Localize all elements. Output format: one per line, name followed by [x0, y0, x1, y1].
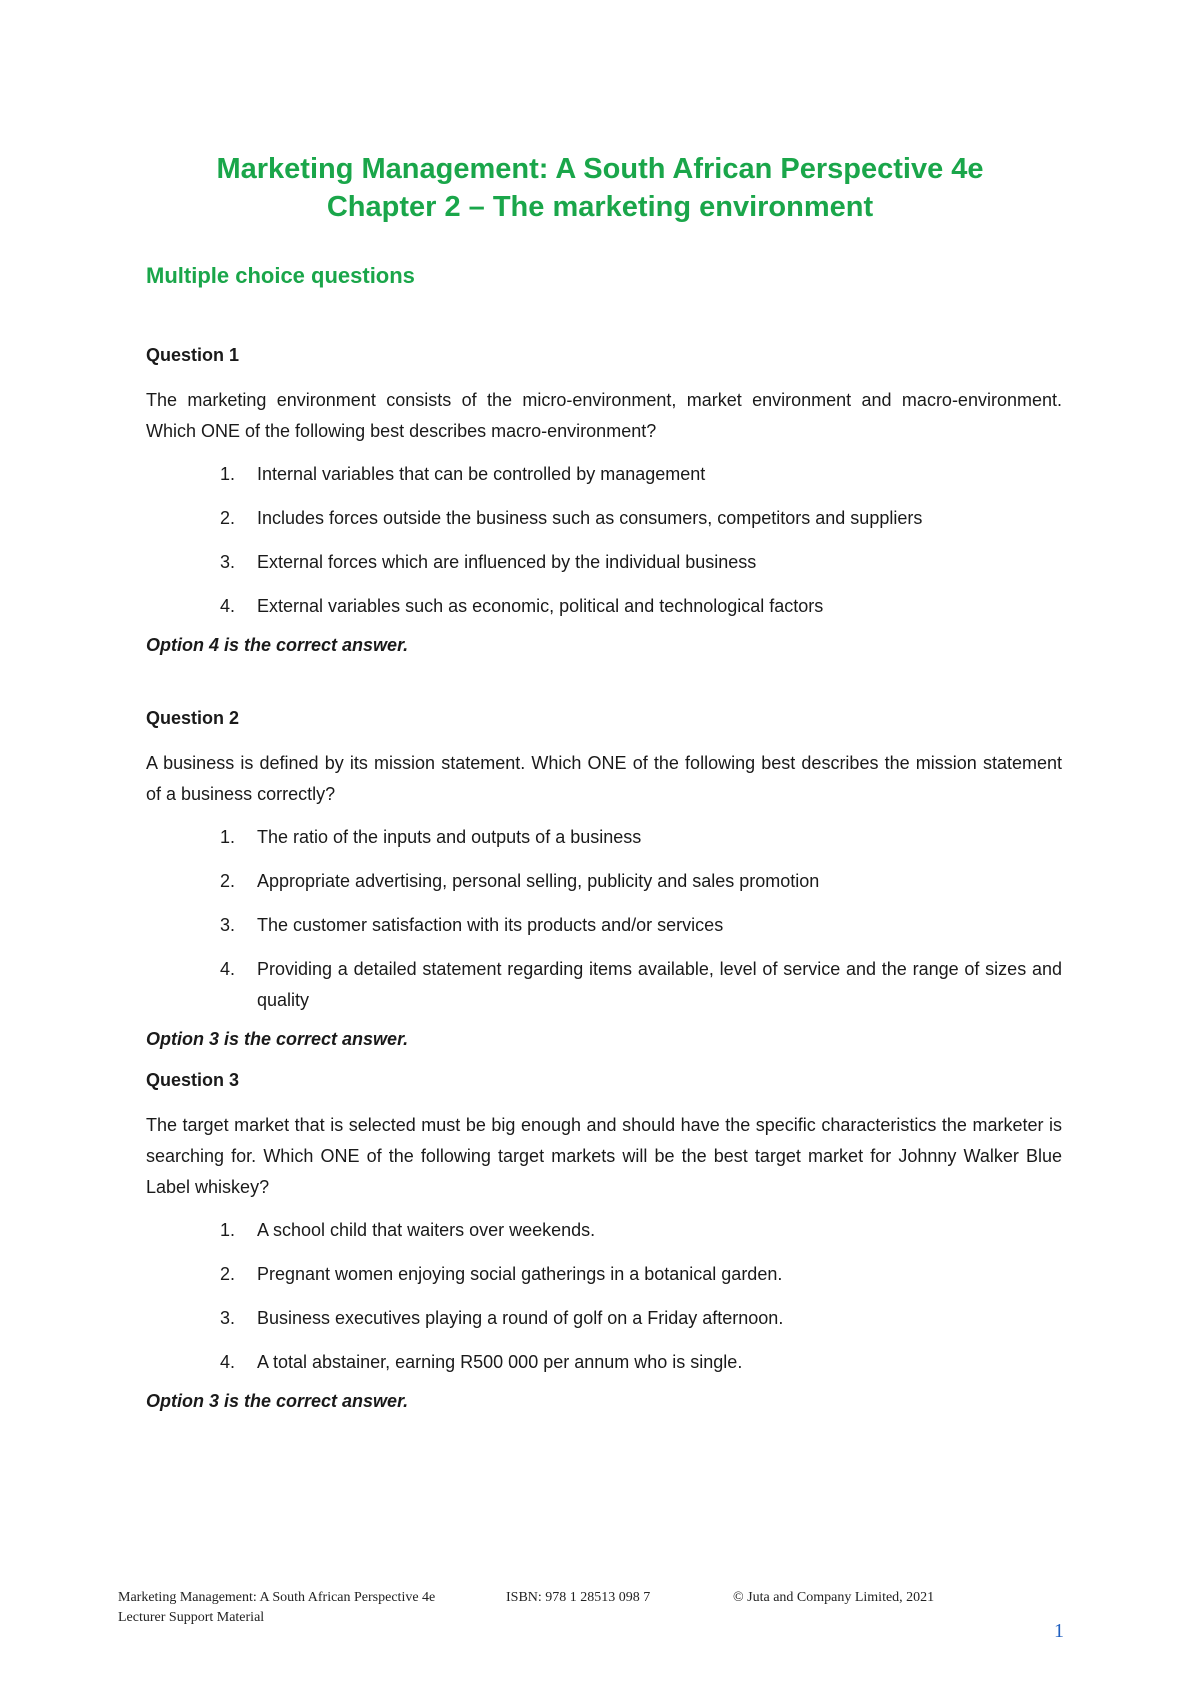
option-list — [146, 459, 1062, 622]
footer-book-title: Marketing Management: A South African Perspective 4e — [118, 1590, 436, 1605]
option-number: 3. — [220, 915, 236, 935]
option-text: A school child that waiters over weekends. — [257, 1220, 596, 1240]
option-number: 4. — [220, 596, 236, 616]
option-number: 2. — [220, 871, 236, 891]
document-title: Marketing Management: A South African Perspective 4e — [216, 153, 984, 185]
list-item — [146, 503, 1062, 534]
option-text: Business executives playing a round of golf on a Friday afternoon. — [257, 1308, 784, 1328]
list-item — [146, 822, 1062, 853]
question-heading: Question 1 — [146, 345, 240, 365]
option-text: Pregnant women enjoying social gatherings in a botanical garden. — [257, 1264, 783, 1284]
option-number: 2. — [220, 508, 236, 528]
list-item — [146, 1215, 1062, 1246]
option-number: 1. — [220, 1220, 236, 1240]
list-item — [146, 954, 1062, 1016]
correct-answer: Option 3 is the correct answer. — [146, 1391, 409, 1411]
correct-answer: Option 4 is the correct answer. — [146, 635, 409, 655]
option-text: Includes forces outside the business such as consumers, competitors and suppliers — [257, 508, 923, 528]
question-heading: Question 3 — [146, 1070, 240, 1090]
question-heading: Question 2 — [146, 708, 240, 728]
page-footer — [118, 1588, 934, 1628]
list-item — [146, 910, 1062, 941]
footer-copyright: © Juta and Company Limited, 2021 — [733, 1590, 935, 1605]
option-number: 3. — [220, 552, 236, 572]
list-item — [146, 866, 1062, 897]
option-number: 2. — [220, 1264, 236, 1284]
option-text: The ratio of the inputs and outputs of a business — [257, 827, 642, 847]
option-text: The customer satisfaction with its products and/or services — [257, 915, 724, 935]
page-number: 1 — [1054, 1620, 1064, 1642]
option-text: Appropriate advertising, personal selling, publicity and sales promotion — [257, 871, 820, 891]
option-number: 3. — [220, 1308, 236, 1328]
footer-isbn: ISBN: 978 1 28513 098 7 — [506, 1590, 651, 1605]
question-block-3 — [146, 1065, 1062, 1417]
list-item — [146, 591, 1062, 622]
chapter-title: Chapter 2 – The marketing environment — [326, 191, 874, 223]
footer-material: Lecturer Support Material — [118, 1610, 265, 1625]
question-block-2 — [146, 703, 1062, 1055]
list-item — [146, 1303, 1062, 1334]
list-item — [146, 547, 1062, 578]
option-number: 4. — [220, 959, 236, 979]
section-heading: Multiple choice questions — [146, 263, 415, 288]
option-number: 4. — [220, 1352, 236, 1372]
option-number: 1. — [220, 827, 236, 847]
correct-answer: Option 3 is the correct answer. — [146, 1029, 409, 1049]
list-item — [146, 459, 1062, 490]
list-item — [146, 1259, 1062, 1290]
question-stem: A business is defined by its mission statement. Which ONE of the following best describes the mission statement of a business correctly? — [146, 753, 1062, 804]
option-text: Internal variables that can be controlled by management — [257, 464, 706, 484]
option-list — [146, 822, 1062, 1016]
option-text: Providing a detailed statement regarding items available, level of service and the range of sizes and quality — [257, 959, 1062, 1010]
question-stem: The marketing environment consists of the micro-environment, market environment and macro-environment. Which ONE of the following best describes macro-environment? — [146, 390, 1062, 441]
questions-content — [146, 340, 1062, 1417]
question-block-1 — [146, 340, 1062, 661]
question-stem: The target market that is selected must be big enough and should have the specific characteristics the marketer is searching for. Which ONE of the following target markets will be the best target market for Johnny Walker Blue Label whiskey? — [146, 1115, 1062, 1197]
option-text: External variables such as economic, political and technological factors — [257, 596, 824, 616]
list-item — [146, 1347, 1062, 1378]
option-text: External forces which are influenced by the individual business — [257, 552, 757, 572]
option-list — [146, 1215, 1062, 1378]
option-number: 1. — [220, 464, 236, 484]
option-text: A total abstainer, earning R500 000 per annum who is single. — [257, 1352, 743, 1372]
